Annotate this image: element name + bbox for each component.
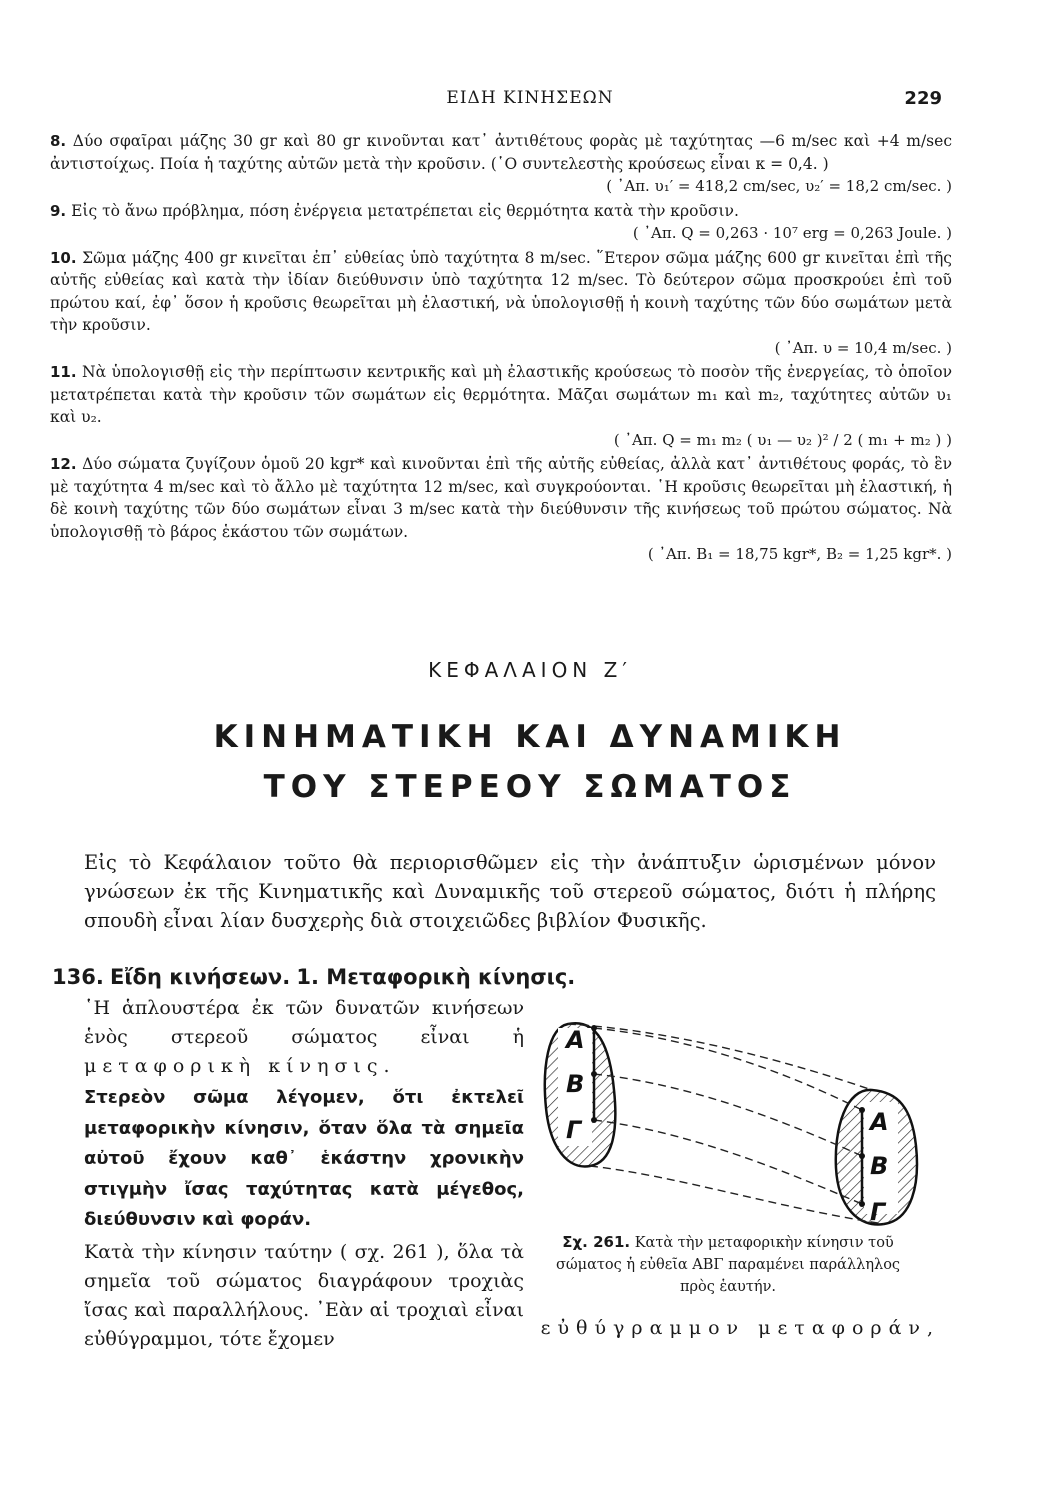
chapter-title [0,712,1060,812]
section-heading [52,962,932,993]
problem-number: 11. [50,363,77,381]
section-paragraph: Κατὰ τὴν κίνησιν ταύτην ( σχ. 261 ), ὅλα τὰ σημεῖα τοῦ σώματος διαγράφουν τροχιὰς ἴσας καὶ παραλλήλους. ᾿Εὰν αἱ τροχιαὶ εἶναι εὐθύγραμμοι, τότε ἔχομεν [84,1240,524,1350]
running-title: ΕΙΔΗ ΚΙΝΗΣΕΩΝ [446,88,614,108]
section-lead [84,994,524,1081]
page-number: 229 [904,88,942,109]
point-g-end [859,1201,865,1207]
label-b-start: Β [566,1070,585,1098]
section-body [84,994,524,1354]
definition: Στερεὸν σῶμα λέγομεν, ὅτι ἐκτελεῖ μεταφορικὴν κίνησιν, ὅταν ὅλα τὰ σημεῖα αὐτοῦ ἔχουν καθ᾿ ἑκάστην χρονικὴν στιγμὴν ἴσας ταχύτητας κατὰ μέγεθος, διεύθυνσιν καὶ φοράν. [84,1087,524,1230]
trajectory-b [594,1074,862,1156]
chapter-intro: Εἰς τὸ Κεφάλαιον τοῦτο θὰ περιορισθῶμεν εἰς τὴν ἀνάπτυξιν ὡρισμένων μόνον γνώσεων ἐκ τῆς Κινηματικῆς καὶ Δυναμικῆς τοῦ στερεοῦ σώματος, διότι ἡ πλήρης σπουδὴ εἶναι λίαν δυσχερὴς διὰ στοιχειῶδες βιβλίον Φυσικῆς. [84,851,936,932]
figure-caption [548,1231,908,1298]
trajectory-c [594,1120,862,1204]
section-lead-spaced: μεταφορικὴ κίνησις. [84,1055,396,1077]
point-b-start [591,1071,597,1077]
section-title: Εἴδη κινήσεων. [110,965,291,989]
chapter-title-line-1: ΚΙΝΗΜΑΤΙΚΗ ΚΑΙ ΔΥΝΑΜΙΚΗ [213,719,847,755]
problem-11 [50,361,952,451]
caption-text: Κατὰ τὴν μεταφορικὴν κίνησιν τοῦ σώματος ἡ εὐθεῖα ΑΒΓ παραμένει παράλληλος πρὸς ἑαυτήν. [555,1235,901,1295]
point-a-end [859,1107,865,1113]
section-subtitle: 1. Μεταφορικὴ κίνησις. [296,965,576,989]
problem-number: 10. [50,248,77,267]
point-a-start [591,1025,597,1031]
problem-answer: ( ᾿Απ. Β₁ = 18,75 kgr*, Β₂ = 1,25 kgr*. ) [647,545,952,563]
problem-list [50,130,952,568]
problem-number: 12. [50,455,77,473]
chapter-label: ΚΕΦΑΛΑΙΟΝ Ζ′ [428,658,632,682]
point-b-end [859,1153,865,1159]
label-a-start: Α [566,1026,585,1054]
section-number: 136. [52,965,104,989]
problem-9 [50,200,952,245]
figure-261 [528,998,928,1230]
label-g-end: Γ [870,1198,886,1226]
problem-text: Νὰ ὑπολογισθῇ εἰς τὴν περίπτωσιν κεντρικῆς καὶ μὴ ἐλαστικῆς κρούσεως τὸ ποσὸν τῆς ἐνεργείας, τὸ ὁποῖον μετατρέπεται κατὰ τὴν κροῦσιν τῶν σωμάτων εἰς θερμότητα. Μᾶζαι σωμάτων m₁ καὶ m₂, ταχύτητες αὐτῶν υ₁ καὶ υ₂. [50,363,952,426]
problem-answer: ( ᾿Απ. Q = m₁ m₂ ( υ₁ — υ₂ )² / 2 ( m₁ + m₂ ) ) [613,430,952,449]
translation-diagram [528,998,928,1230]
problem-number: 8. [50,132,67,150]
problem-text: Δύο σώματα ζυγίζουν ὁμοῦ 20 kgr* καὶ κινοῦνται ἐπὶ τῆς αὐτῆς εὐθείας, ἀλλὰ κατ᾿ ἀντιθέτους φοράς, τὸ ἓν μὲ ταχύτητα 4 m/sec καὶ τὸ ἄλλο μὲ ταχύτητα 12 m/sec, καὶ συγκρούονται. ῾Η κροῦσις θεωρεῖται μὴ ἐλαστική, ἡ δὲ κοινὴ ταχύτης τῶν δύο σωμάτων εἶναι 3 m/sec κατὰ τὴν διεύθυνσιν τῆς κινήσεως τοῦ πρώτου σώματος. Νὰ ὑπολογισθῇ τὸ βάρος ἑκάστου τῶν σωμάτων. [50,455,953,541]
caption-number: Σχ. 261. [562,1233,631,1251]
problem-answer: ( ᾿Απ. Q = 0,263 · 10⁷ erg = 0,263 Joule. ) [632,224,952,242]
label-a-end: Α [870,1108,889,1136]
problem-text: Σῶμα μάζης 400 gr κινεῖται ἐπ᾿ εὐθείας ὑπὸ ταχύτητα 8 m/sec. ῞Ετερον σῶμα μάζης 600 gr κινεῖται ἐπὶ τῆς αὐτῆς εὐθείας καὶ κατὰ τὴν ἰδίαν διεύθυνσιν ὑπὸ ταχύτητα 12 m/sec. Τὸ δεύτερον σῶμα προσκρούει ἐπὶ τοῦ πρώτου καί, ἐφ᾿ ὅσον ἡ κροῦσις θεωρεῖται μὴ ἐλαστική, νὰ ὑπολογισθῇ ἡ κοινὴ ταχύτης τῶν δύο σωμάτων μετὰ τὴν κροῦσιν. [50,248,952,334]
label-g-start: Γ [566,1116,582,1144]
problem-text: Εἰς τὸ ἄνω πρόβλημα, πόση ἐνέργεια μετατρέπεται εἰς θερμότητα κατὰ τὴν κροῦσιν. [71,201,739,220]
point-g-start [591,1117,597,1123]
problem-answer: ( ᾿Απ. υ₁′ = 418,2 cm/sec, υ₂′ = 18,2 cm/sec. ) [606,177,952,195]
label-b-end: Β [870,1152,889,1180]
problem-8 [50,130,952,198]
section-last-spaced: εὐθύγραμμον μεταφοράν, [540,1317,940,1339]
trajectory-a [594,1028,862,1110]
chapter-title-line-2: ΤΟΥ ΣΤΕΡΕΟΥ ΣΩΜΑΤΟΣ [263,769,797,805]
problem-answer: ( ᾿Απ. υ = 10,4 m/sec. ) [774,338,952,357]
problem-text: Δύο σφαῖραι μάζης 30 gr καὶ 80 gr κινοῦνται κατ᾿ ἀντιθέτους φορὰς μὲ ταχύτητας —6 m/sec καὶ +4 m/sec ἀντιστοίχως. Ποία ἡ ταχύτης αὐτῶν μετὰ τὴν κροῦσιν. (῾Ο συντελεστὴς κρούσεως εἶναι κ = 0,4. ) [50,132,952,173]
problem-number: 9. [50,201,67,220]
problem-12 [50,453,952,566]
problem-10 [50,247,952,360]
section-lead-text: ῾Η ἁπλουστέρα ἐκ τῶν δυνατῶν κινήσεων ἑνὸς στερεοῦ σώματος εἶναι ἡ [84,997,524,1048]
